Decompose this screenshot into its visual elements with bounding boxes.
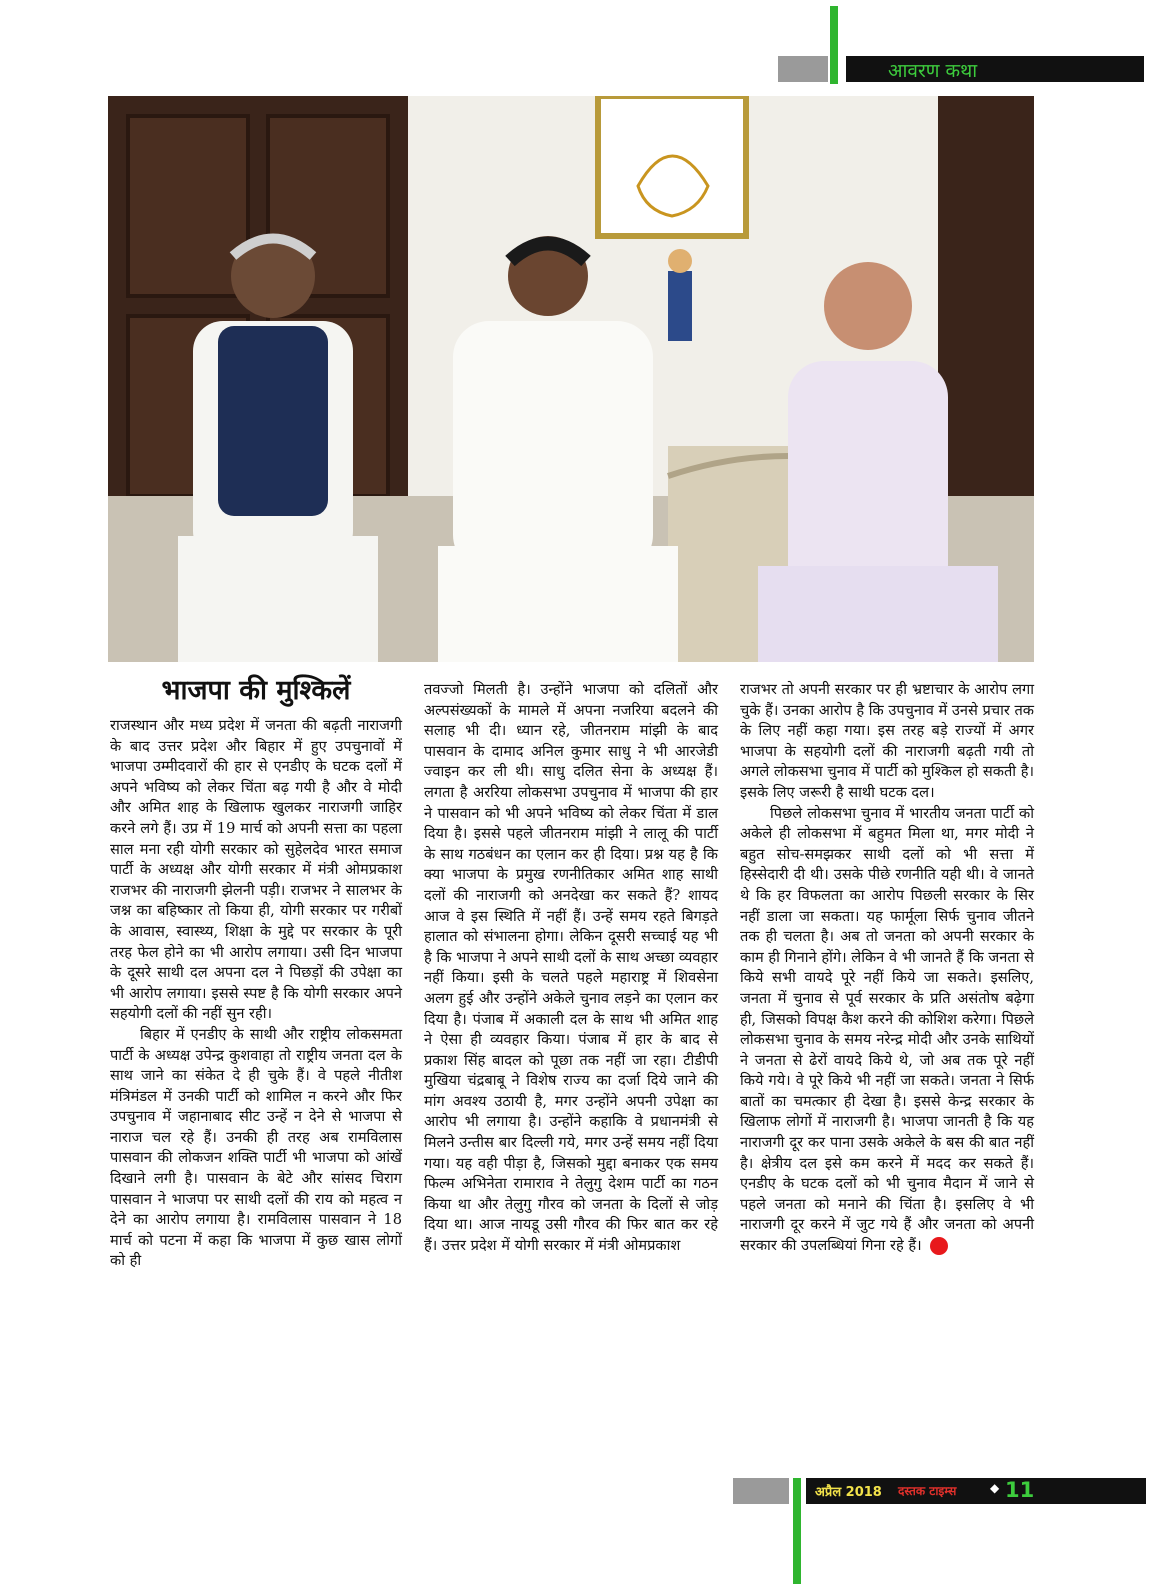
- issue-date: अप्रैल 2018: [815, 1485, 882, 1500]
- paragraph: बिहार में एनडीए के साथी और राष्ट्रीय लोकसमता पार्टी के अध्यक्ष उपेन्द्र कुशवाहा तो राष्ट्रीय जनता दल के साथ जाने का संकेत दे ही चुके हैं। वे पहले नीतीश मंत्रिमंडल में उनकी पार्टी को शामिल न करने और फिर उपचुनाव में जहानाबाद सीट उन्हें न देने से भाजपा से नाराज चल रहे हैं। उनकी ही तरह अब रामविलास पासवान की लोकजन शक्ति पार्टी भी भाजपा को आंखें दिखाने लगी है। पासवान के बेटे और सांसद चिराग पासवान ने भाजपा पर साथी दलों की राय को महत्व न देने का आरोप लगाया है। रामविलास पासवान ने 18 मार्च को पटना में कहा कि भाजपा में कुछ खास लोगों को ही: [110, 1025, 402, 1270]
- article-title: भाजपा की मुश्किलें: [161, 675, 351, 706]
- photo-illustration: [108, 96, 1034, 662]
- diamond-separator-icon: ◆: [990, 1481, 1000, 1495]
- paragraph: राजस्थान और मध्य प्रदेश में जनता की बढ़ती नाराजगी के बाद उत्तर प्रदेश और बिहार में हुए उपचुनावों में भाजपा उम्मीदवारों की हार से एनडीए के घटक दलों में अपने भविष्य को लेकर चिंता बढ़ गयी है और वे मोदी और अमित शाह के खिलाफ खुलकर नाराजगी जाहिर करने लगे हैं। उप्र में 19 मार्च को अपनी सत्ता का पहला साल मना रही योगी सरकार को सुहेलदेव भारत समाज पार्टी के अध्यक्ष और योगी सरकार में मंत्री ओमप्रकाश राजभर की नाराजगी झेलनी पड़ी। राजभर ने सालभर के जश्न का बहिष्कार तो किया ही, योगी सरकार पर गरीबों के आवास, स्वास्थ्य, शिक्षा के मुद्दे पर सरकार के पूरी तरह फेल होने का भी आरोप लगाया। उसी दिन भाजपा के दूसरे साथी दल अपना दल ने पिछड़ों की उपेक्षा का भी आरोप लगाया। इससे स्पष्ट है कि योगी सरकार अपने सहयोगी दलों की नहीं सुन रही।: [110, 717, 402, 1023]
- paragraph: तवज्जो मिलती है। उन्होंने भाजपा को दलितों और अल्पसंख्यकों के मामले में अपना नजरिया बदलने की सलाह भी दी। ध्यान रहे, जीतनराम मांझी के बाद पासवान के दामाद अनिल कुमार साधु ने भी आरजेडी ज्वाइन कर ली थी। साधु दलित सेना के अध्यक्ष हैं। लगता है अररिया लोकसभा उपचुनाव में भाजपा की हार ने पासवान को भी अपने भविष्य को लेकर चिंता में डाल दिया है। इससे पहले जीतनराम मांझी ने लालू की पार्टी के साथ गठबंधन का एलान कर ही दिया। प्रश्न यह है कि क्या भाजपा के प्रमुख रणनीतिकार अमित शाह साथी दलों की नाराजगी को अनदेखा कर सकते हैं? शायद आज वे इस स्थिति में नहीं हैं। उन्हें समय रहते बिगड़ते हालात को संभालना होगा। लेकिन दूसरी सच्चाई यह भी है कि भाजपा ने अपने साथी दलों के साथ अच्छा व्यवहार नहीं किया। इसी के चलते पहले महाराष्ट्र में शिवसेना अलग हुई और उन्होंने अकेले चुनाव लड़ने का एलान कर दिया है। पंजाब में अकाली दल के साथ भी अमित शाह ने ऐसा ही व्यवहार किया। पंजाब में हार के बाद से प्रकाश सिंह बादल को पूछा तक नहीं जा रहा। टीडीपी मुखिया चंद्रबाबू ने विशेष राज्य का दर्जा दिये जाने की मांग अवश्य उठायी है, मगर उन्होंने अपनी उपेक्षा का आरोप भी लगाया है। उन्होंने कहाकि वे प्रधानमंत्री से मिलने उन्तीस बार दिल्ली गये, मगर उन्हें समय नहीं दिया गया। यह वही पीड़ा है, जिसको मुद्दा बनाकर एक समय फिल्म अभिनेता रामाराव ने तेलुगु देशम पार्टी का गठन किया था और तेलुगु गौरव को जनता के दिलों से जोड़ दिया था। आज नायडू उसी गौरव की फिर बात कर रहे हैं। उत्तर प्रदेश में योगी सरकार में मंत्री ओमप्रकाश: [424, 681, 718, 1255]
- header-green-accent: [830, 6, 838, 84]
- publication-name: दस्तक टाइम्स: [898, 1484, 957, 1498]
- paragraph-text: पिछले लोकसभा चुनाव में भारतीय जनता पार्टी को अकेले ही लोकसभा में बहुमत मिला था, मगर मोदी ने बहुत सोच-समझकर साथी दलों को भी सत्ता में हिस्सेदारी दी थी। उसके पीछे रणनीति यही थी। वे जानते थे कि हर विफलता का आरोप पिछली सरकार के सिर नहीं डाला जा सकता। यह फार्मूला सिर्फ चुनाव जीतने तक ही चलता है। अब तो जनता को अपनी सरकार के काम ही गिनाने होंगे। लेकिन वे भी जानते हैं कि जनता से किये सभी वायदे पूरे नहीं किये जा सकते। इसलिए, जनता में चुनाव से पूर्व सरकार के प्रति असंतोष बढ़ेगा ही, जिसको विपक्ष कैश करने की कोशिश करेगा। पिछले लोकसभा चुनाव के समय नरेन्द्र मोदी और उनके साथियों ने जनता से ढेरों वायदे किये थे, जो अब तक पूरे नहीं किये गये। वे पूरे किये भी नहीं जा सकते। जनता ने सिर्फ बातों का चमत्कार ही देखा है। इससे केन्द्र सरकार के खिलाफ लोगों में नाराजगी है। भाजपा जानती है कि यह नाराजगी दूर कर पाना उसके अकेले के बस की बात नहीं है। क्षेत्रीय दल इसे कम करने में मदद कर सकते हैं। एनडीए के घटक दलों को भी चुनाव मैदान में जाने से पहले जनता को मनाने की चिंता है। इसलिए वे भी नाराजगी दूर करने में जुट गये हैं और जनता को अपनी सरकार की उपलब्धियां गिना रहे हैं।: [740, 804, 1034, 1255]
- paragraph: राजभर तो अपनी सरकार पर ही भ्रष्टाचार के आरोप लगा चुके हैं। उनका आरोप है कि उपचुनाव में उनसे प्रचार तक के लिए नहीं कहा गया। इस तरह बड़े राज्यों में अगर भाजपा के सहयोगी दलों की नाराजगी बढ़ती गयी तो अगले लोकसभा चुनाव में पार्टी को मुश्किल हो सकती है। इसके लिए जरूरी है साथी घटक दल।: [740, 681, 1035, 801]
- end-mark-icon: [930, 1237, 948, 1255]
- header-grey-block: [778, 56, 828, 82]
- article-column-1: [110, 716, 402, 1272]
- section-label: आवरण कथा: [888, 60, 978, 82]
- page-number: 11: [1005, 1478, 1035, 1502]
- footer-green-accent: [793, 1478, 801, 1584]
- article-column-2: [424, 680, 718, 1257]
- paragraph: [740, 804, 1034, 1257]
- article-column-3: [740, 680, 1034, 1257]
- article-photo: [108, 96, 1034, 662]
- footer-grey-block: [733, 1478, 789, 1504]
